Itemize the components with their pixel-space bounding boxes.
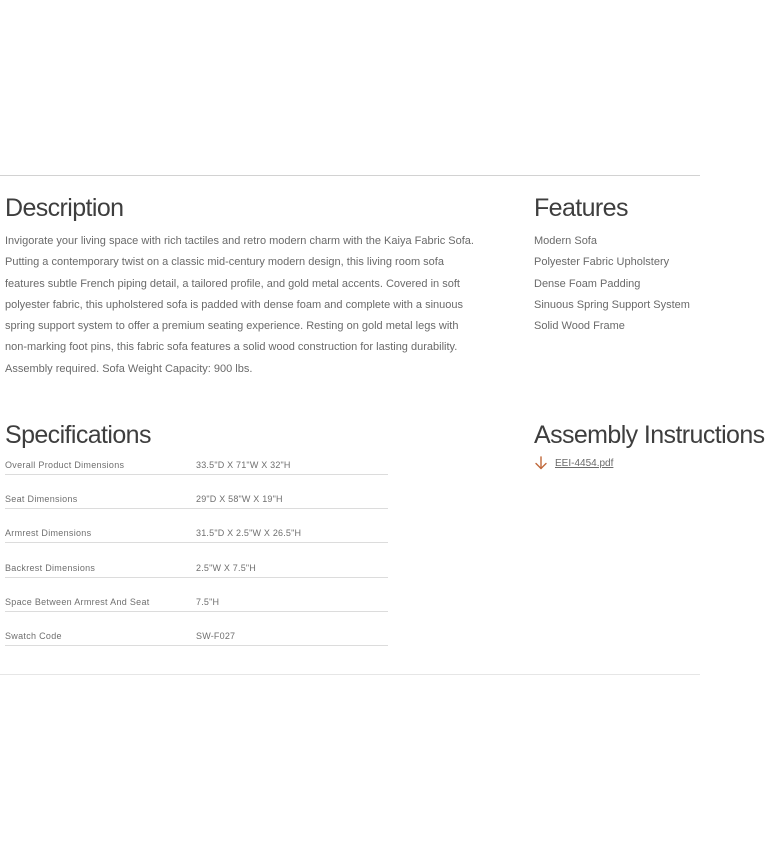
features-list (534, 231, 690, 337)
feature-item: Polyester Fabric Upholstery (534, 256, 670, 269)
row-divider (5, 577, 388, 578)
feature-item: Dense Foam Padding (534, 277, 641, 290)
spec-value: 2.5"W X 7.5"H (196, 562, 257, 573)
section-divider-bottom (0, 674, 700, 675)
spec-label: Armrest Dimensions (5, 528, 92, 539)
row-divider (5, 508, 388, 509)
features-heading: Features (534, 194, 628, 222)
feature-item: Solid Wood Frame (534, 320, 625, 333)
row-divider (5, 474, 388, 475)
spec-label: Seat Dimensions (5, 494, 78, 505)
spec-row (5, 592, 388, 626)
section-divider-top (0, 175, 700, 176)
assembly-file-name: EEI-4454.pdf (555, 457, 614, 469)
spec-value: 7.5"H (196, 596, 220, 607)
row-divider (5, 611, 388, 612)
assembly-pdf-download-link[interactable] (534, 456, 613, 470)
spec-label: Space Between Armrest And Seat (5, 596, 150, 607)
specifications-heading: Specifications (5, 421, 151, 449)
spec-row (5, 455, 388, 489)
spec-value: 29"D X 58"W X 19"H (196, 494, 283, 505)
spec-value: 33.5"D X 71"W X 32"H (196, 460, 291, 470)
description-heading: Description (5, 194, 124, 222)
spec-label: Overall Product Dimensions (5, 460, 125, 470)
row-divider (5, 645, 388, 646)
feature-item: Modern Sofa (534, 235, 597, 247)
feature-item: Sinuous Spring Support System (534, 298, 690, 311)
download-arrow-icon (534, 456, 548, 470)
spec-row (5, 558, 388, 592)
row-divider (5, 542, 388, 543)
spec-row (5, 489, 388, 523)
spec-value: SW-F027 (196, 630, 236, 641)
spec-row (5, 626, 388, 660)
description-text: Invigorate your living space with rich tactiles and retro modern charm with the Kaiya Fabric Sofa. Putting a contemporary twist on a classic mid-century modern design, this living room sofa features subtle French piping detail, a tailored profile, and gold metal accents. Covered in soft polyester fabric, this upholstered sofa is padded with dense foam and complete with a sinuous spring support system to offer a premium seating experience. Resting on gold metal legs with non-marking foot pins, this fabric sofa features a solid wood construction for lasting durability. Assembly required. Sofa Weight Capacity: 900 lbs. (5, 235, 474, 375)
spec-value: 31.5"D X 2.5"W X 26.5"H (196, 528, 302, 539)
specifications-table (5, 455, 388, 660)
spec-label: Swatch Code (5, 630, 62, 641)
spec-row (5, 523, 388, 557)
spec-label: Backrest Dimensions (5, 562, 96, 573)
assembly-instructions-heading: Assembly Instructions (534, 421, 765, 449)
